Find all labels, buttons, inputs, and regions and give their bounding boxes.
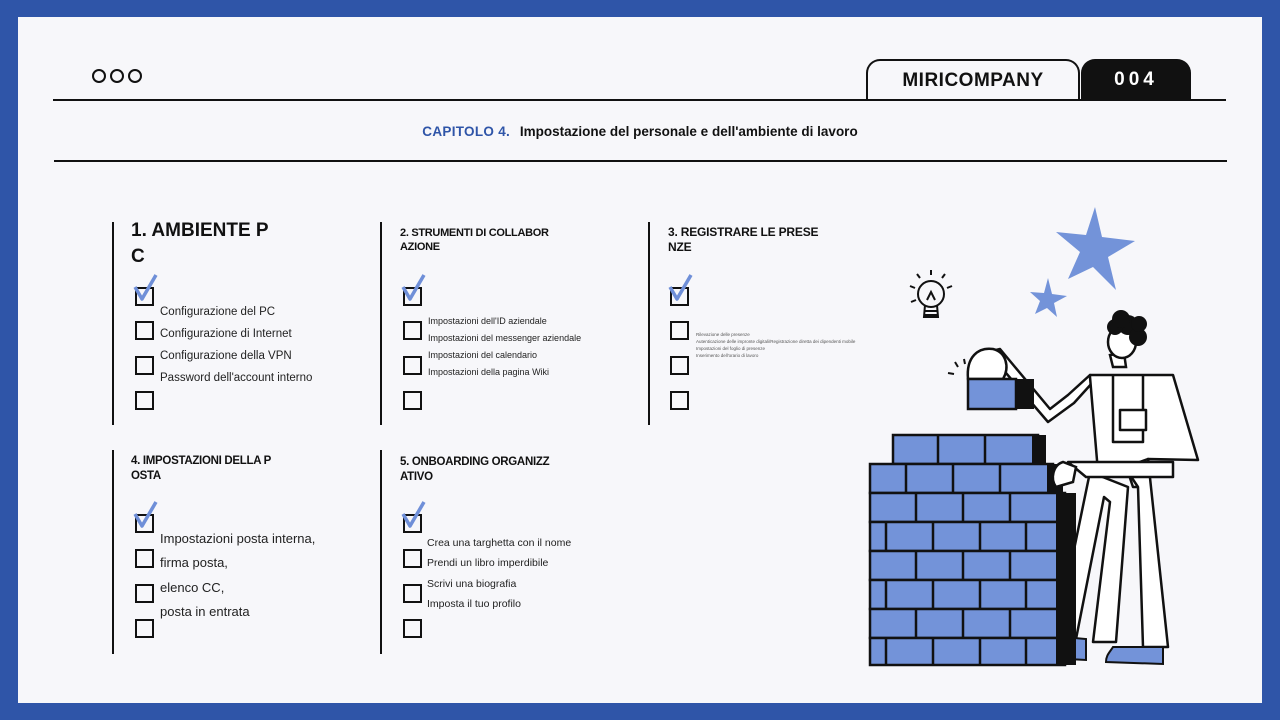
- company-tab: MIRICOMPANY: [866, 59, 1080, 101]
- lightbulb-icon: [910, 270, 952, 317]
- slide-page: [18, 17, 1262, 703]
- checklist-item: Imposta il tuo profilo: [427, 598, 521, 610]
- checkbox[interactable]: [403, 391, 422, 410]
- checklist-item: posta in entrata: [160, 604, 250, 619]
- chapter-number: CAPITOLO 4.: [422, 124, 511, 139]
- section-ambiente-pc: [112, 222, 114, 425]
- circle-icon: [110, 69, 124, 83]
- checkbox[interactable]: [403, 584, 422, 603]
- checkbox[interactable]: [670, 391, 689, 410]
- checkbox[interactable]: [135, 584, 154, 603]
- section-title: 4. IMPOSTAZIONI DELLA P OSTA: [131, 455, 272, 482]
- section-title: 1. AMBIENTE P C: [131, 220, 269, 267]
- checklist-item: Inserimento dell'orario di lavoro: [696, 353, 759, 358]
- checkmark-icon: [132, 273, 158, 303]
- checkbox[interactable]: [135, 356, 154, 375]
- section-title: 2. STRUMENTI DI COLLABOR AZIONE: [400, 227, 549, 253]
- section-strumenti-collaborazione: [380, 222, 382, 425]
- checklist-item: Impostazioni posta interna,: [160, 531, 316, 546]
- star-icon: [1056, 207, 1135, 290]
- checkbox[interactable]: [135, 619, 154, 638]
- chapter-title: Impostazione del personale e dell'ambiente di lavoro: [519, 124, 858, 139]
- section-title: 5. ONBOARDING ORGANIZZ ATIVO: [400, 456, 550, 483]
- checklist-item: Impostazioni del calendario: [428, 350, 538, 360]
- illustration-person-building-wall: [828, 197, 1208, 677]
- checkbox[interactable]: [670, 321, 689, 340]
- checkmark-icon: [400, 500, 426, 530]
- section-onboarding-organizzativo: [380, 450, 382, 654]
- checklist-item: Rilevazione delle presenze: [696, 332, 750, 337]
- section-registrare-presenze: [648, 222, 650, 425]
- checkmark-icon: [667, 273, 693, 303]
- star-icon: [1030, 278, 1067, 317]
- checkbox[interactable]: [403, 321, 422, 340]
- section-impostazioni-posta: [112, 450, 114, 654]
- section-title: 3. REGISTRARE LE PRESE NZE: [668, 225, 819, 254]
- checkbox[interactable]: [135, 391, 154, 410]
- chapter-divider: [54, 160, 1227, 162]
- checkbox[interactable]: [403, 619, 422, 638]
- circle-icon: [92, 69, 106, 83]
- checklist-item: elenco CC,: [160, 580, 225, 595]
- checklist-item: Configurazione del PC: [160, 306, 276, 318]
- checklist-item: Crea una targhetta con il nome: [427, 537, 572, 549]
- circle-icon: [128, 69, 142, 83]
- checkbox[interactable]: [135, 321, 154, 340]
- checklist-item: Impostazioni del messenger aziendale: [428, 333, 582, 343]
- checkbox[interactable]: [135, 549, 154, 568]
- checklist-item: Prendi un libro imperdibile: [427, 557, 549, 569]
- checklist-item: Impostazioni del foglio di presenze: [696, 346, 766, 351]
- checklist-item: Scrivi una biografia: [427, 578, 517, 590]
- checklist-item: firma posta,: [160, 555, 228, 570]
- brick-wall: [870, 435, 1065, 665]
- chapter-heading: [18, 124, 1262, 139]
- checkmark-icon: [132, 500, 158, 530]
- window-dots: [92, 69, 142, 83]
- checkbox[interactable]: [403, 549, 422, 568]
- checklist-item: Password dell'account interno: [160, 372, 313, 384]
- checkbox[interactable]: [670, 356, 689, 375]
- checklist-item: Configurazione di Internet: [160, 328, 292, 340]
- checklist-item: Impostazioni della pagina Wiki: [428, 367, 550, 377]
- header-divider: [53, 99, 1226, 101]
- checklist-item: Impostazioni dell'ID aziendale: [428, 316, 547, 326]
- checklist-item: Autenticazione delle impronte digitali/Registrazione diretta dei dipendenti mobile: [696, 339, 856, 344]
- checkbox[interactable]: [403, 356, 422, 375]
- checklist-item: Configurazione della VPN: [160, 350, 292, 362]
- checkmark-icon: [400, 273, 426, 303]
- page-number-tab: 004: [1081, 59, 1191, 101]
